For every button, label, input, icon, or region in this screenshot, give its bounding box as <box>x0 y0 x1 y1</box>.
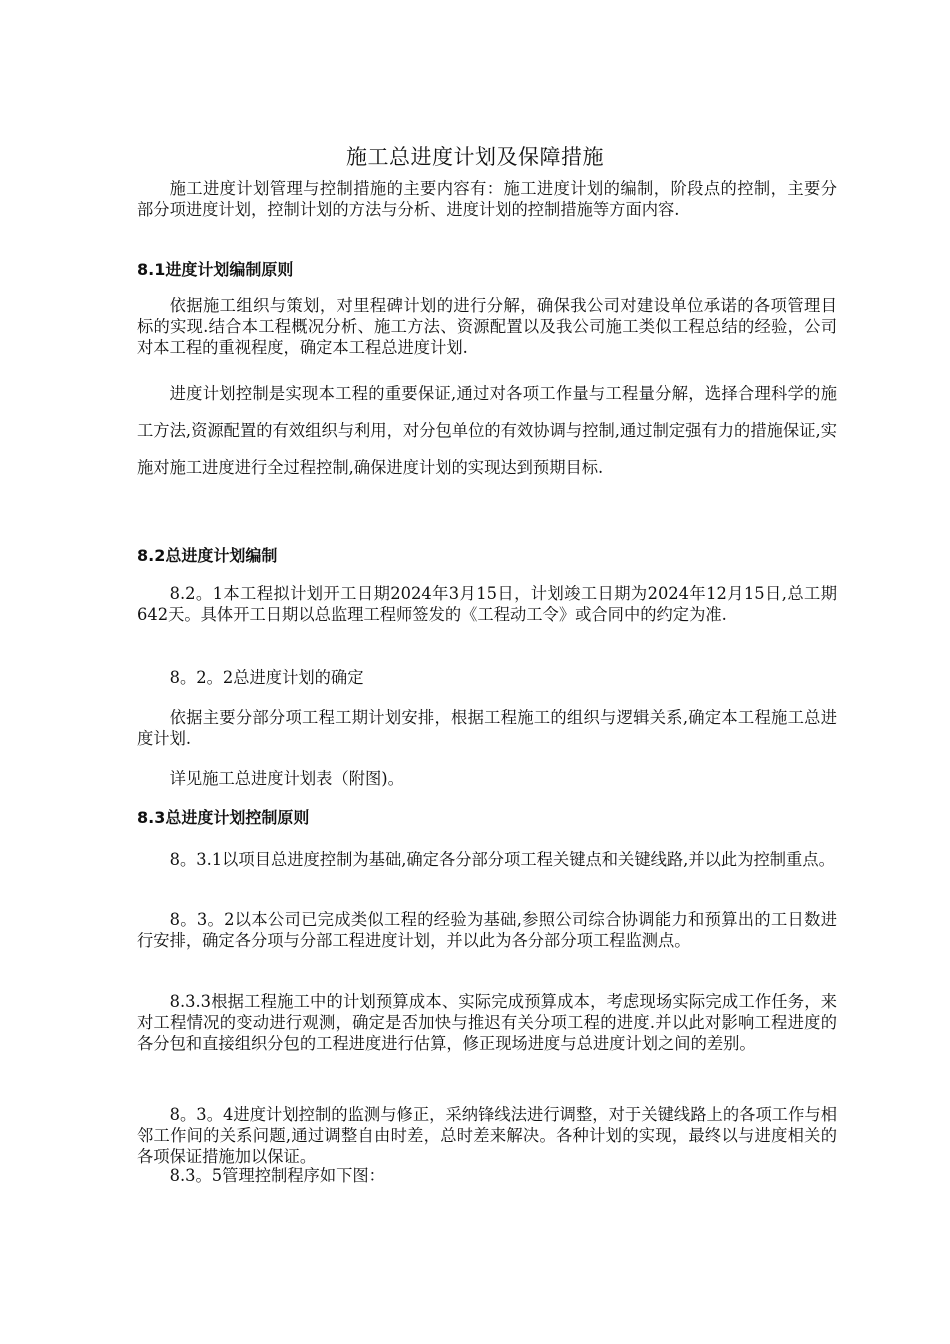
intro-paragraph: 施工进度计划管理与控制措施的主要内容有：施工进度计划的编制，阶段点的控制，主要分部分项进度计划，控制计划的方法与分析、进度计划的控制措施等方面内容. <box>137 179 837 219</box>
section-8-2-paragraph-1: 8.2。1本工程拟计划开工日期2024年3月15日，计划竣工日期为2024年12月15日,总工期642天。具体开工日期以总监理工程师签发的《工程动工令》或合同中的约定为准. <box>137 584 837 624</box>
section-8-3-heading: 8.3总进度计划控制原则 <box>137 808 310 827</box>
section-8-2-heading: 8.2总进度计划编制 <box>137 546 278 565</box>
section-8-3-paragraph-5: 8.3。5管理控制程序如下图： <box>169 1166 385 1185</box>
section-8-1-paragraph-1: 依据施工组织与策划，对里程碑计划的进行分解，确保我公司对建设单位承诺的各项管理目标的实现.结合本工程概况分析、施工方法、资源配置以及我公司施工类似工程总结的经验，公司对本工程的重视程度，确定本工程总进度计划. <box>137 296 837 357</box>
section-8-3-paragraph-1: 8。3.1以项目总进度控制为基础,确定各分部分项工程关键点和关键线路,并以此为控制重点。 <box>169 850 835 869</box>
section-8-3-paragraph-2: 8。3。2以本公司已完成类似工程的经验为基础,参照公司综合协调能力和预算出的工日数进行安排，确定各分项与分部工程进度计划，并以此为各分部分项工程监测点。 <box>137 910 837 950</box>
section-8-3-paragraph-3: 8.3.3根据工程施工中的计划预算成本、实际完成预算成本，考虑现场实际完成工作任务，来对工程情况的变动进行观测，确定是否加快与推迟有关分项工程的进度.并以此对影响工程进度的各分包和直接组织分包的工程进度进行估算，修正现场进度与总进度计划之间的差别。 <box>137 992 837 1053</box>
document-title: 施工总进度计划及保障措施 <box>346 145 604 169</box>
section-8-1-heading: 8.1进度计划编制原则 <box>137 260 294 279</box>
section-8-2-paragraph-4: 详见施工总进度计划表（附图)。 <box>169 769 404 788</box>
section-8-2-paragraph-2: 8。2。2总进度计划的确定 <box>169 668 364 687</box>
section-8-3-paragraph-4: 8。3。4进度计划控制的监测与修正，采纳锋线法进行调整，对于关键线路上的各项工作与相邻工作间的关系问题,通过调整自由时差，总时差来解决。各种计划的实现，最终以与进度相关的各项保证措施加以保证。 <box>137 1105 837 1166</box>
section-8-1-paragraph-2: 进度计划控制是实现本工程的重要保证,通过对各项工作量与工程量分解，选择合理科学的施工方法,资源配置的有效组织与利用，对分包单位的有效协调与控制,通过制定强有力的措施保证,实施对施工进度进行全过程控制,确保进度计划的实现达到预期目标. <box>137 384 837 477</box>
section-8-2-paragraph-3: 依据主要分部分项工程工期计划安排，根据工程施工的组织与逻辑关系,确定本工程施工总进度计划. <box>137 708 837 748</box>
